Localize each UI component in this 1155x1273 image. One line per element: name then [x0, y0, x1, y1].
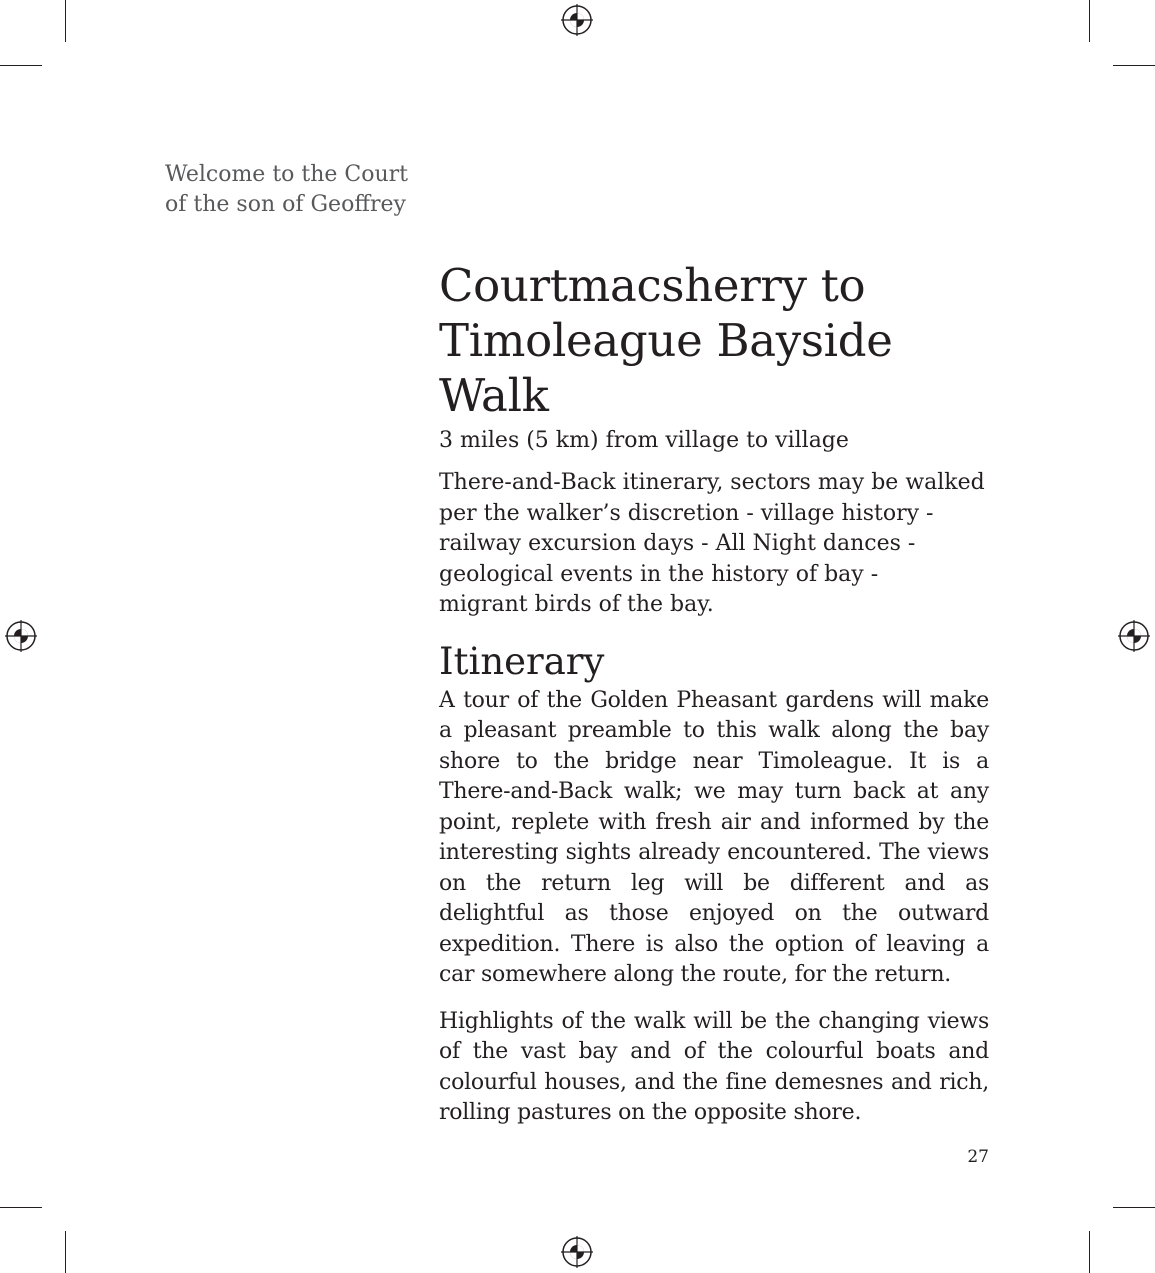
registration-mark-left-icon	[5, 620, 37, 652]
crop-mark-bottom-right-vertical	[1089, 1231, 1090, 1273]
walk-summary-line: per the walker’s discretion - village history -	[439, 500, 934, 526]
page-title-line-2: Timoleague Bayside Walk	[439, 314, 893, 422]
crop-mark-bottom-left-horizontal	[0, 1207, 42, 1208]
walk-summary-line: railway excursion days - All Night dances -	[439, 531, 916, 556]
crop-mark-top-left-vertical	[65, 0, 66, 42]
sidebar-note: Welcome to the Court of the son of Geoffrey	[165, 162, 409, 217]
crop-mark-bottom-right-horizontal	[1113, 1207, 1155, 1208]
itinerary-paragraph: A tour of the Golden Pheasant gardens will make a pleasant preamble to this walk along the bay shore to the bridge near Timoleague. It is a There-and-Back walk; we may turn back at any point, replete with fresh air and informed by the interesting sights already encountered. The views on the return leg will be different and as delightful as those enjoyed on the outward expedition. There is also the option of leaving a car somewhere along the route, for the return.	[439, 687, 989, 987]
registration-mark-right-icon	[1118, 620, 1150, 652]
itinerary-heading: Itinerary	[439, 639, 605, 683]
page-title-line-1: Courtmacsherry to	[439, 259, 866, 312]
crop-mark-top-right-horizontal	[1113, 65, 1155, 66]
itinerary-paragraph: Highlights of the walk will be the changing views of the vast bay and of the colourful boats and colourful houses, and the fine demesnes and rich, rolling pastures on the opposite shore.	[439, 1008, 989, 1125]
crop-mark-top-right-vertical	[1089, 0, 1090, 42]
registration-mark-top-icon	[561, 4, 593, 36]
registration-mark-bottom-icon	[561, 1236, 593, 1268]
walk-summary-line: geological events in the history of bay -	[439, 561, 879, 587]
walk-summary	[439, 468, 989, 621]
crop-mark-top-left-horizontal	[0, 65, 42, 66]
crop-mark-bottom-left-vertical	[65, 1231, 66, 1273]
main-content	[439, 258, 989, 1129]
walk-distance: 3 miles (5 km) from village to village	[439, 428, 849, 453]
page-number: 27	[967, 1147, 989, 1167]
walk-summary-line: migrant birds of the bay.	[439, 592, 714, 617]
page-title	[439, 258, 989, 423]
walk-summary-line: There-and-Back itinerary, sectors may be walked	[439, 470, 985, 495]
